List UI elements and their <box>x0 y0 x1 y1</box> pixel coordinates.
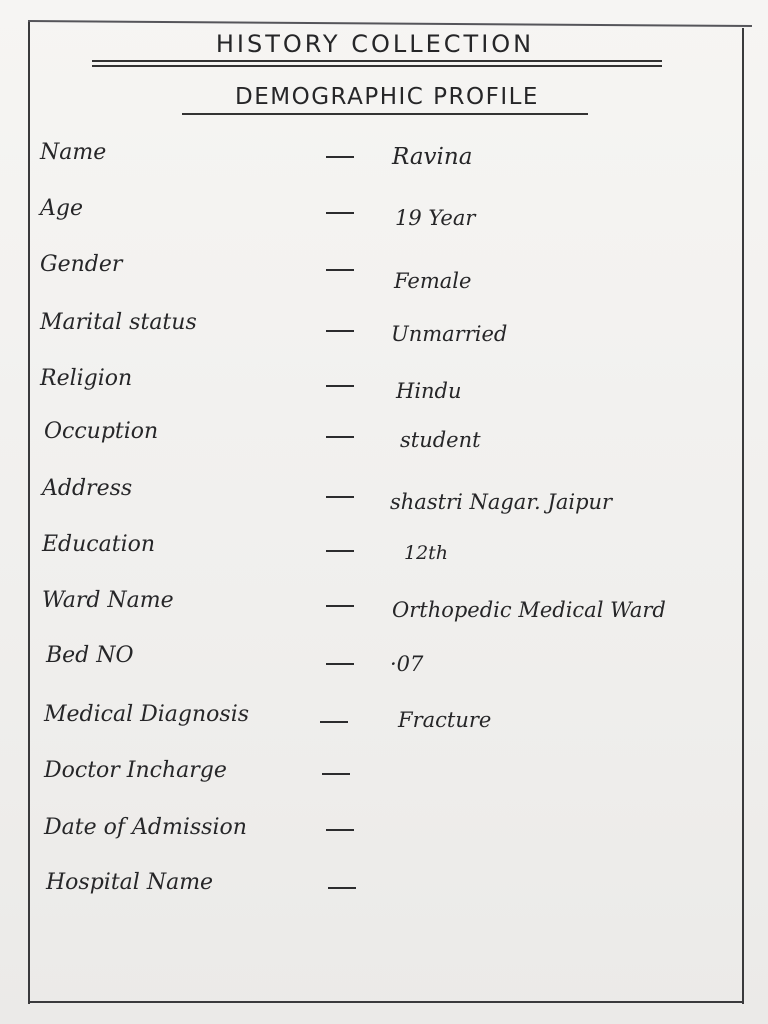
field-row-age <box>0 194 768 234</box>
field-label: Doctor Incharge <box>44 758 227 783</box>
field-value: Unmarried <box>391 322 508 346</box>
field-dash <box>326 330 354 332</box>
page-title: HISTORY COLLECTION <box>215 30 535 58</box>
section-heading: DEMOGRAPHIC PROFILE <box>235 84 539 110</box>
field-row-occupation <box>0 416 768 456</box>
field-value: student <box>400 428 481 452</box>
field-row-gender <box>0 250 768 293</box>
field-value: Fracture <box>398 708 492 732</box>
field-dash <box>326 663 354 665</box>
field-label: Address <box>42 476 133 501</box>
field-dash <box>326 550 354 552</box>
field-row-education <box>0 528 768 568</box>
field-value: Orthopedic Medical Ward <box>392 598 666 622</box>
field-row-marital-status <box>0 306 768 346</box>
field-dash <box>326 212 354 214</box>
field-value: Hindu <box>396 379 462 403</box>
field-dash <box>326 385 354 387</box>
field-dash <box>320 721 348 723</box>
field-dash <box>326 156 354 158</box>
field-dash <box>322 773 350 775</box>
field-value: 19 Year <box>395 206 476 230</box>
page-border-top <box>28 20 752 27</box>
field-label: Gender <box>40 252 123 277</box>
field-row-ward-name <box>0 586 768 626</box>
field-value: Ravina <box>392 144 473 170</box>
field-label: Date of Admission <box>44 815 247 840</box>
field-label: Occuption <box>44 419 159 444</box>
field-row-date-of-admission <box>0 813 768 853</box>
field-row-name <box>0 138 768 178</box>
field-dash <box>326 829 354 831</box>
field-row-hospital-name <box>0 868 768 908</box>
title-underline-second <box>92 65 662 67</box>
field-row-doctor-incharge <box>0 756 768 796</box>
field-row-religion <box>0 362 768 402</box>
field-value: 12th <box>404 542 449 564</box>
page-border-bottom <box>28 1001 744 1003</box>
field-dash <box>326 496 354 498</box>
field-dash <box>326 436 354 438</box>
field-row-bed-no <box>0 642 768 682</box>
field-label: Name <box>40 140 107 165</box>
field-dash <box>326 605 354 607</box>
field-label: Religion <box>40 366 133 391</box>
field-label: Medical Diagnosis <box>44 702 250 727</box>
field-dash <box>326 269 354 271</box>
section-heading-underline <box>182 113 588 115</box>
field-label: Hospital Name <box>46 870 214 895</box>
field-value: ·07 <box>390 652 424 676</box>
field-dash <box>328 887 356 889</box>
field-label: Bed NO <box>46 643 134 668</box>
field-label: Marital status <box>40 310 197 335</box>
field-value: shastri Nagar. Jaipur <box>390 490 613 514</box>
field-label: Education <box>42 532 156 557</box>
field-value: Female <box>394 269 472 293</box>
field-label: Age <box>40 196 83 221</box>
field-row-medical-diagnosis <box>0 700 768 740</box>
field-label: Ward Name <box>42 588 174 613</box>
field-row-address <box>0 472 768 512</box>
title-underline <box>92 60 662 62</box>
